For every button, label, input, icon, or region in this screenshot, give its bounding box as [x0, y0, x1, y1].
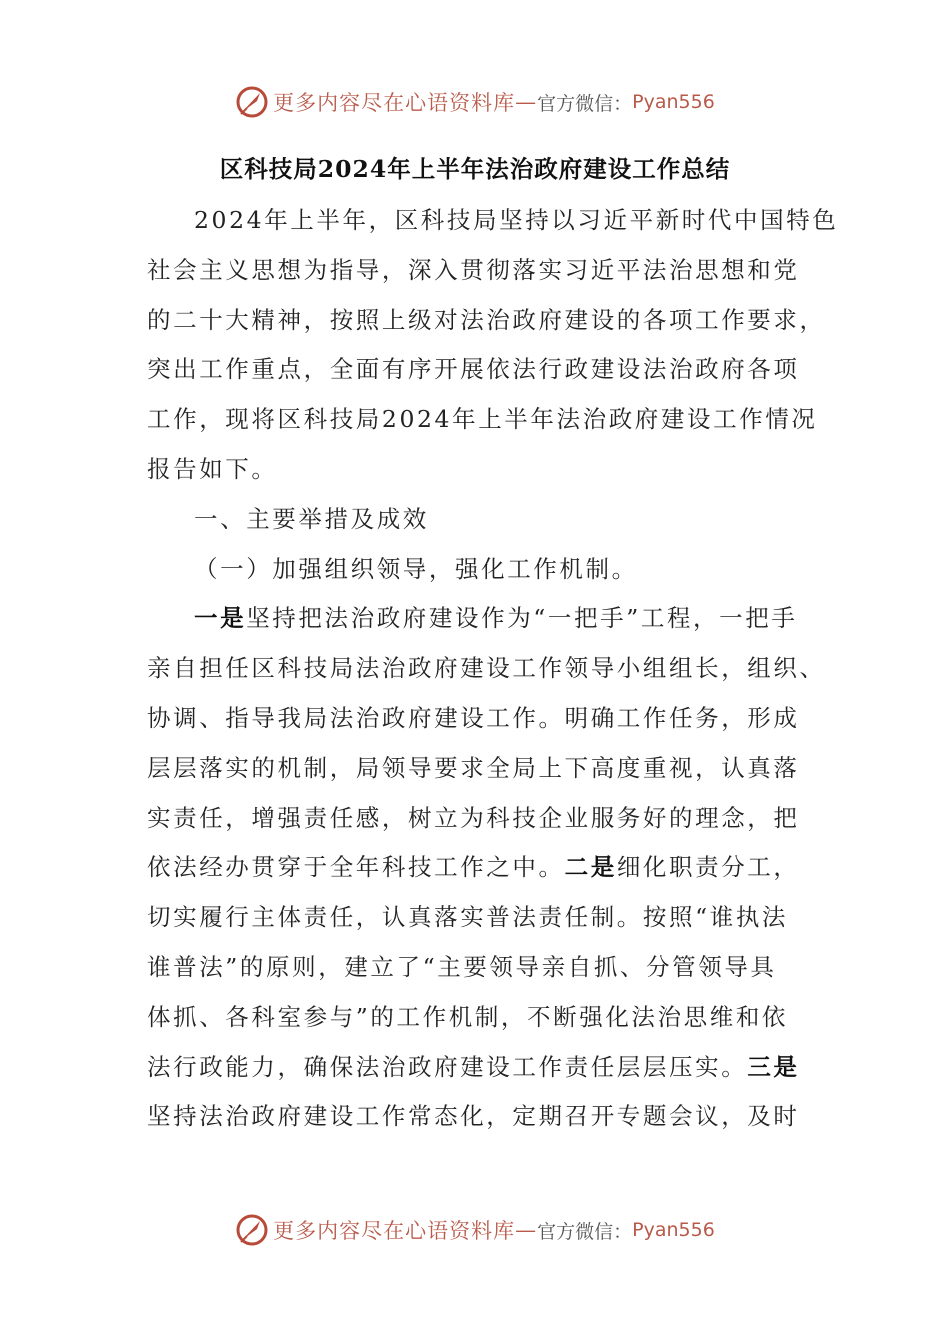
body-line — [147, 1043, 807, 1093]
body-line: 谁普法”的原则，建立了“主要领导亲自抓、分管领导具 — [147, 952, 777, 981]
body-line: 社会主义思想为指导，深入贯彻落实习近平法治思想和党 — [147, 255, 800, 284]
quill-logo-icon — [235, 85, 269, 119]
document-body — [147, 196, 839, 1142]
body-text: 依法经办贯穿于全年科技工作之中。 — [147, 853, 565, 882]
body-text: 法行政能力，确保法治政府建设工作责任层层压实。 — [147, 1052, 748, 1081]
banner-wechat-label: 官方微信： — [537, 92, 633, 115]
body-line: 工作，现将区科技局2024年上半年法治政府建设工作情况 — [147, 405, 818, 434]
footer-banner — [0, 1210, 950, 1250]
banner-separator: — — [515, 90, 538, 114]
banner-wechat-id: Pyan556 — [632, 91, 715, 113]
body-text: 坚持把法治政府建设作为“一把手”工程，一把手 — [246, 604, 798, 633]
body-line: 实责任，增强责任感，树立为科技企业服务好的理念，把 — [147, 803, 800, 832]
banner-separator: — — [515, 1218, 538, 1242]
body-line — [147, 594, 807, 644]
point-marker-one: 一是 — [194, 604, 247, 633]
body-line: 的二十大精神，按照上级对法治政府建设的各项工作要求， — [147, 305, 826, 334]
body-line: 切实履行主体责任，认真落实普法责任制。按照“谁执法 — [147, 903, 789, 932]
banner-wechat-id: Pyan556 — [632, 1219, 715, 1241]
point-marker-two: 二是 — [564, 853, 617, 882]
body-line: 层层落实的机制，局领导要求全局上下高度重视，认真落 — [147, 753, 800, 782]
quill-logo-icon — [235, 1213, 269, 1247]
body-line — [147, 843, 807, 893]
body-line: 亲自担任区科技局法治政府建设工作领导小组组长，组织、 — [147, 654, 826, 683]
body-line: 报告如下。 — [147, 454, 278, 483]
body-line: 体抓、各科室参与”的工作机制，不断强化法治思维和依 — [147, 1002, 789, 1031]
point-marker-three: 三是 — [747, 1052, 800, 1081]
section-heading: 一、主要举措及成效 — [194, 504, 429, 533]
header-banner — [0, 82, 950, 122]
body-line: 2024年上半年，区科技局坚持以习近平新时代中国特色 — [194, 206, 839, 234]
body-line: 坚持法治政府建设工作常态化，定期召开专题会议，及时 — [147, 1102, 800, 1131]
banner-site-text: 更多内容尽在心语资料库 — [273, 91, 516, 115]
body-text: 细化职责分工， — [616, 853, 800, 882]
banner-wechat-label: 官方微信： — [537, 1220, 633, 1243]
body-line: 协调、指导我局法治政府建设工作。明确工作任务，形成 — [147, 703, 800, 732]
banner-site-text: 更多内容尽在心语资料库 — [273, 1219, 516, 1243]
document-title: 区科技局2024年上半年法治政府建设工作总结 — [219, 155, 731, 183]
body-line: 突出工作重点，全面有序开展依法行政建设法治政府各项 — [147, 355, 800, 384]
subsection-heading: （一）加强组织领导，强化工作机制。 — [194, 554, 638, 583]
